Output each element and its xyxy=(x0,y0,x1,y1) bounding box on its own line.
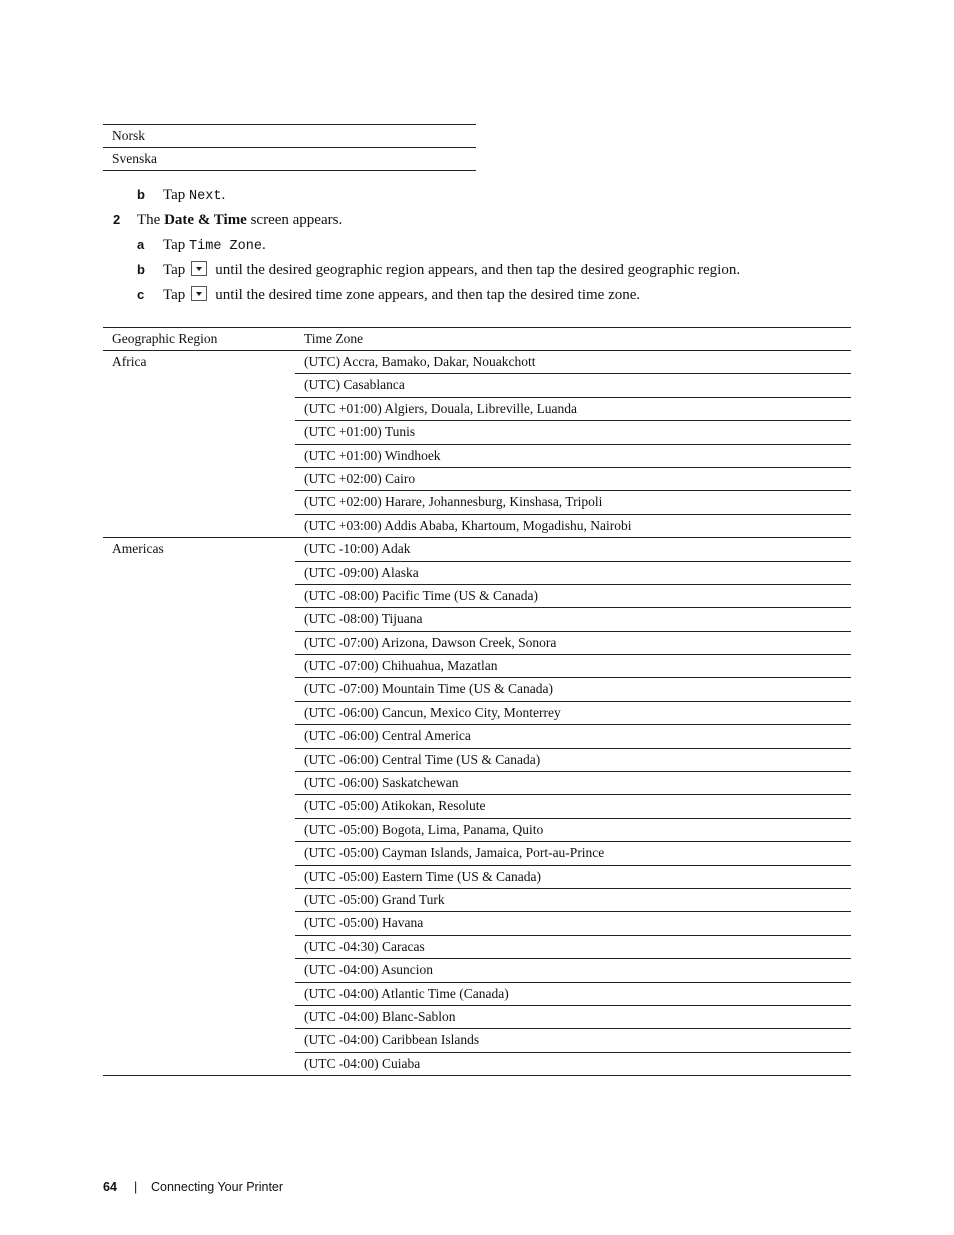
step-label: b xyxy=(137,262,145,277)
time-zone-cell: (UTC -05:00) Eastern Time (US & Canada) xyxy=(295,865,851,888)
region-cell: Americas xyxy=(103,538,295,1076)
step-label: c xyxy=(137,287,145,302)
time-zone-cell: (UTC +01:00) Algiers, Douala, Libreville, Luanda xyxy=(295,397,851,420)
header-time-zone: Time Zone xyxy=(295,328,851,351)
header-geographic-region: Geographic Region xyxy=(103,328,295,351)
table-row xyxy=(103,538,851,561)
time-zone-table xyxy=(103,327,851,1076)
step-label: a xyxy=(137,237,145,252)
time-zone-cell: (UTC -04:00) Asuncion xyxy=(295,959,851,982)
time-zone-cell: (UTC -05:00) Havana xyxy=(295,912,851,935)
next-button-name: Next xyxy=(189,189,222,204)
time-zone-cell: (UTC +01:00) Windhoek xyxy=(295,444,851,467)
step-label: b xyxy=(137,187,145,202)
time-zone-cell: (UTC) Accra, Bamako, Dakar, Nouakchott xyxy=(295,351,851,374)
time-zone-button-name: Time Zone xyxy=(189,239,262,254)
language-table xyxy=(103,124,476,171)
step-b-tap-next: b Tap Next. xyxy=(137,187,226,204)
table-row xyxy=(103,125,476,148)
region-group xyxy=(103,538,851,1076)
dropdown-arrow-icon xyxy=(191,286,207,301)
region-cell: Africa xyxy=(103,351,295,538)
time-zone-cell: (UTC -05:00) Atikokan, Resolute xyxy=(295,795,851,818)
page-footer xyxy=(103,1180,284,1194)
time-zone-cell: (UTC -07:00) Mountain Time (US & Canada) xyxy=(295,678,851,701)
time-zone-cell: (UTC -09:00) Alaska xyxy=(295,561,851,584)
time-zone-cell: (UTC -08:00) Tijuana xyxy=(295,608,851,631)
time-zone-cell: (UTC -07:00) Chihuahua, Mazatlan xyxy=(295,655,851,678)
dropdown-arrow-icon xyxy=(191,261,207,276)
time-zone-cell: (UTC -05:00) Cayman Islands, Jamaica, Port-au-Prince xyxy=(295,842,851,865)
time-zone-cell: (UTC -04:00) Cuiaba xyxy=(295,1052,851,1075)
time-zone-cell: (UTC -08:00) Pacific Time (US & Canada) xyxy=(295,584,851,607)
table-row xyxy=(103,351,851,374)
chapter-title: Connecting Your Printer xyxy=(151,1180,284,1194)
table-header-row xyxy=(103,328,851,351)
region-group xyxy=(103,351,851,538)
time-zone-cell: (UTC +01:00) Tunis xyxy=(295,421,851,444)
language-cell: Norsk xyxy=(103,125,476,148)
time-zone-cell: (UTC +03:00) Addis Ababa, Khartoum, Mogadishu, Nairobi xyxy=(295,514,851,537)
time-zone-cell: (UTC -06:00) Central Time (US & Canada) xyxy=(295,748,851,771)
page-number: 64 xyxy=(103,1180,117,1194)
time-zone-cell: (UTC +02:00) Cairo xyxy=(295,467,851,490)
time-zone-cell: (UTC -06:00) Cancun, Mexico City, Monterrey xyxy=(295,701,851,724)
time-zone-cell: (UTC -05:00) Bogota, Lima, Panama, Quito xyxy=(295,818,851,841)
time-zone-cell: (UTC -07:00) Arizona, Dawson Creek, Sonora xyxy=(295,631,851,654)
table-row xyxy=(103,148,476,171)
step-c-select-time-zone: c Tap until the desired time zone appears, and then tap the desired time zone. xyxy=(137,287,641,303)
time-zone-cell: (UTC -06:00) Central America xyxy=(295,725,851,748)
screen-name: Date & Time xyxy=(164,212,247,228)
time-zone-cell: (UTC -04:00) Blanc-Sablon xyxy=(295,1005,851,1028)
time-zone-cell: (UTC +02:00) Harare, Johannesburg, Kinshasa, Tripoli xyxy=(295,491,851,514)
language-cell: Svenska xyxy=(103,148,476,171)
footer-separator: | xyxy=(134,1180,138,1194)
time-zone-cell: (UTC) Casablanca xyxy=(295,374,851,397)
time-zone-cell: (UTC -10:00) Adak xyxy=(295,538,851,561)
time-zone-cell: (UTC -04:00) Atlantic Time (Canada) xyxy=(295,982,851,1005)
step-a-tap-time-zone: a Tap Time Zone. xyxy=(137,237,266,254)
step-number: 2 xyxy=(113,212,121,227)
time-zone-cell: (UTC -04:00) Caribbean Islands xyxy=(295,1029,851,1052)
time-zone-cell: (UTC -04:30) Caracas xyxy=(295,935,851,958)
step-b-select-region: b Tap until the desired geographic region appears, and then tap the desired geographic region. xyxy=(137,262,741,278)
time-zone-cell: (UTC -05:00) Grand Turk xyxy=(295,888,851,911)
step-2-date-time: 2 The Date & Time screen appears. xyxy=(113,212,343,228)
time-zone-cell: (UTC -06:00) Saskatchewan xyxy=(295,772,851,795)
